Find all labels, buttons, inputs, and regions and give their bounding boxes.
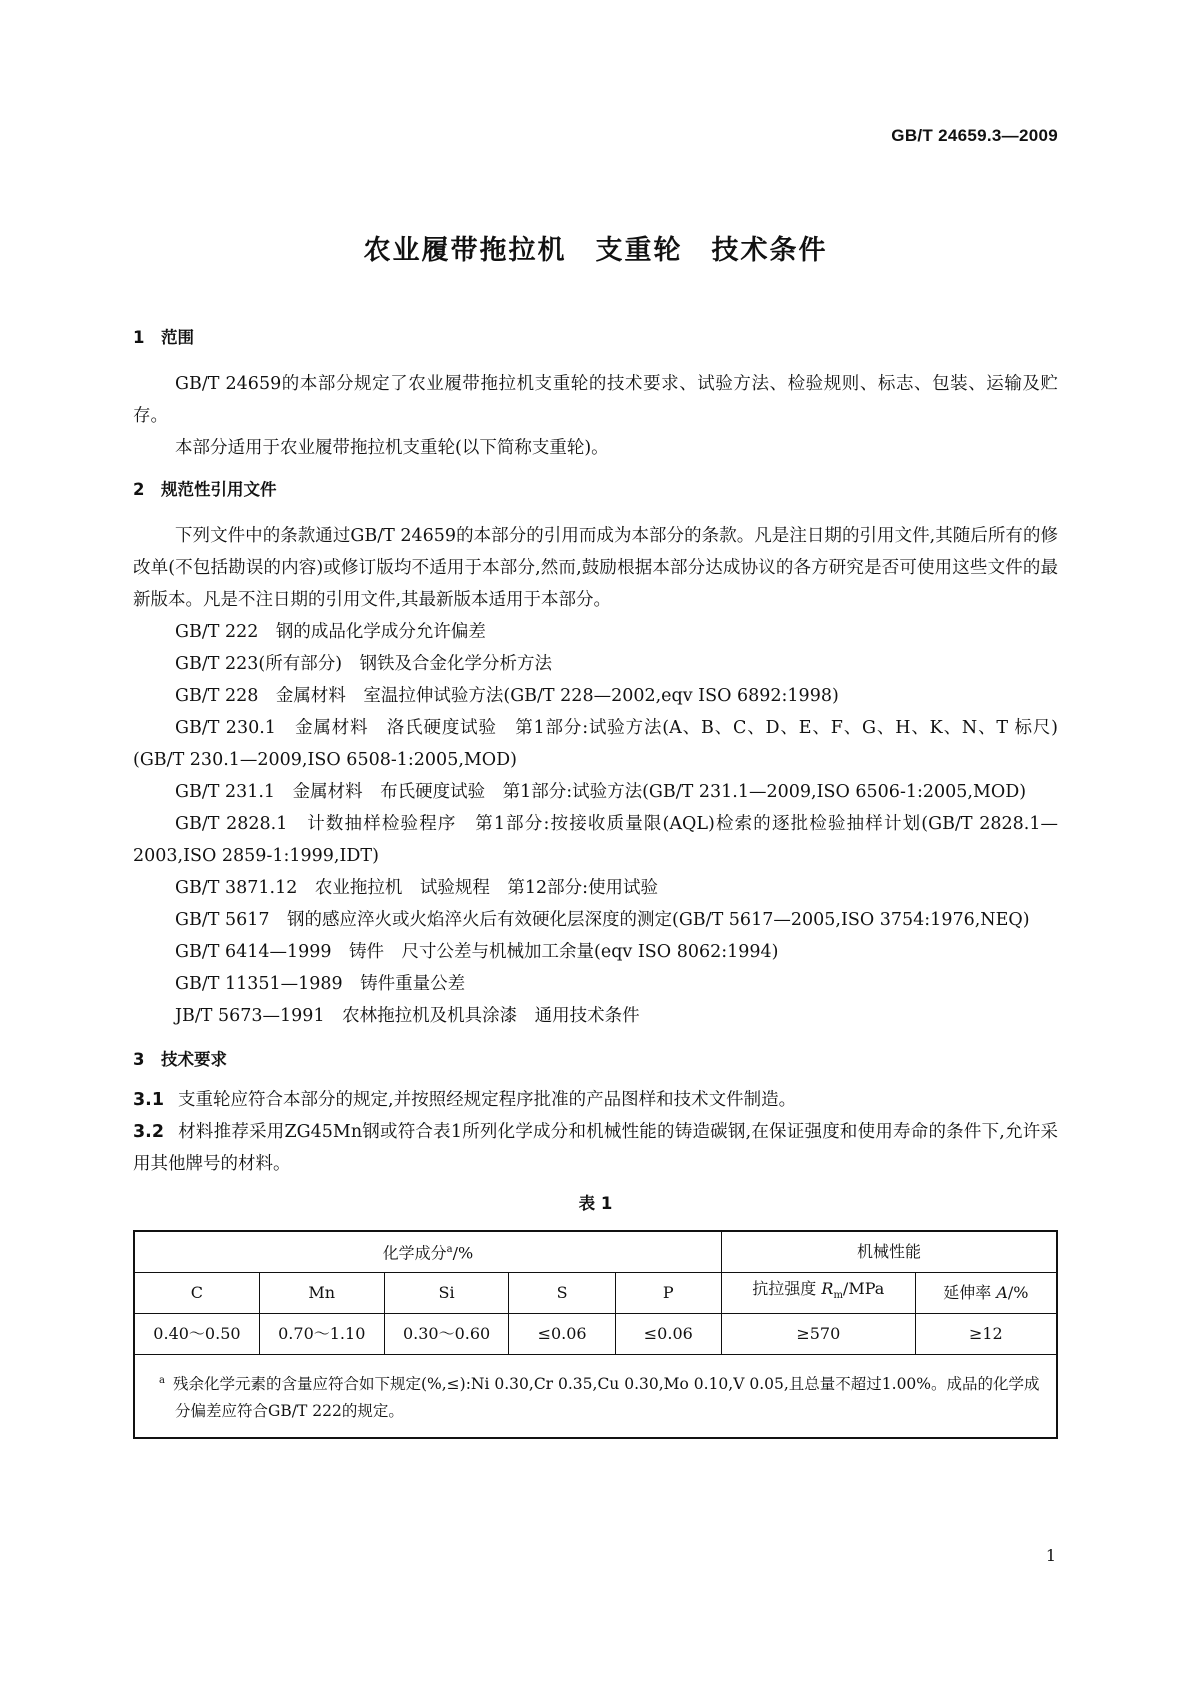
clause-number: 3.1 [133, 1090, 165, 1110]
table-caption: 表 1 [578, 1194, 613, 1213]
clause-3-1 [133, 1084, 1058, 1116]
section-heading-scope: 1 范围 [133, 328, 194, 347]
clause-text: 材料推荐采用ZG45Mn钢或符合表1所列化学成分和机械性能的铸造碳钢,在保证强度和使用寿命的条件下,允许采用其他牌号的材料。 [133, 1122, 1058, 1174]
table-footnote-row [134, 1355, 1057, 1439]
table-subheader-row [134, 1273, 1057, 1314]
paragraph: 下列文件中的条款通过GB/T 24659的本部分的引用而成为本部分的条款。凡是注日期的引用文件,其随后所有的修改单(不包括勘误的内容)或修订版均不适用于本部分,然而,鼓励根据本部分达成协议的各方研究是否可使用这些文件的最新版本。凡是不注日期的引用文件,其最新版本适用于本部分。 [133, 526, 1058, 610]
header-mechanical-properties: 机械性能 [721, 1231, 1057, 1273]
col-header-c: C [134, 1273, 259, 1314]
col-header-tensile-strength: 抗拉强度 $R_m$/MPa [721, 1273, 915, 1314]
col-header-mn: Mn [259, 1273, 384, 1314]
cell-elongation: ≥12 [915, 1314, 1057, 1355]
reference-item: GB/T 230.1 金属材料 洛氏硬度试验 第1部分:试验方法(A、B、C、D、E、F、G、H、K、N、T 标尺)(GB/T 230.1—2009,ISO 6508-1:2005,MOD) [133, 718, 1058, 770]
material-table [133, 1230, 1058, 1439]
reference-item: GB/T 6414—1999 铸件 尺寸公差与机械加工余量(eqv ISO 8062:1994) [175, 942, 779, 962]
cell-c: 0.40～0.50 [134, 1314, 259, 1355]
paragraph: GB/T 24659的本部分规定了农业履带拖拉机支重轮的技术要求、试验方法、检验规则、标志、包装、运输及贮存。 [133, 374, 1058, 426]
table-footnote: $^a$ 残余化学元素的含量应符合如下规定(%,≤):Ni 0.30,Cr 0.35,Cu 0.30,Mo 0.10,V 0.05,且总量不超过1.00%。成品的化学成分偏差应符合GB/T 222的规定。 [134, 1355, 1057, 1439]
reference-item: GB/T 5617 钢的感应淬火或火焰淬火后有效硬化层深度的测定(GB/T 5617—2005,ISO 3754:1976,NEQ) [175, 910, 1030, 930]
reference-item: GB/T 3871.12 农业拖拉机 试验规程 第12部分:使用试验 [175, 878, 659, 898]
col-header-p: P [615, 1273, 721, 1314]
table-row [134, 1314, 1057, 1355]
cell-si: 0.30～0.60 [384, 1314, 509, 1355]
reference-item: GB/T 228 金属材料 室温拉伸试验方法(GB/T 228—2002,eqv ISO 6892:1998) [175, 686, 839, 706]
col-header-elongation: 延伸率 A/% [915, 1273, 1057, 1314]
document-title: 农业履带拖拉机 支重轮 技术条件 [363, 235, 828, 266]
clause-3-2 [133, 1116, 1058, 1180]
section-technical-requirements [133, 1044, 1058, 1180]
col-header-si: Si [384, 1273, 509, 1314]
cell-tensile-strength: ≥570 [721, 1314, 915, 1355]
footnote-marker: a [446, 1244, 453, 1256]
clause-text: 支重轮应符合本部分的规定,并按照经规定程序批准的产品图样和技术文件制造。 [178, 1090, 797, 1110]
header-chemical-composition: 化学成分$^a$/% [134, 1231, 721, 1273]
paragraph: 本部分适用于农业履带拖拉机支重轮(以下简称支重轮)。 [175, 438, 609, 458]
table-header-row [134, 1231, 1057, 1273]
reference-item: JB/T 5673—1991 农林拖拉机及机具涂漆 通用技术条件 [175, 1006, 640, 1026]
cell-s: ≤0.06 [509, 1314, 615, 1355]
section-heading-technical-requirements: 3 技术要求 [133, 1050, 227, 1069]
reference-item: GB/T 222 钢的成品化学成分允许偏差 [175, 622, 486, 642]
reference-item: GB/T 231.1 金属材料 布氏硬度试验 第1部分:试验方法(GB/T 231.1—2009,ISO 6506-1:2005,MOD) [175, 782, 1027, 802]
reference-item: GB/T 2828.1 计数抽样检验程序 第1部分:按接收质量限(AQL)检索的逐批检验抽样计划(GB/T 2828.1—2003,ISO 2859-1:1999,IDT) [133, 814, 1058, 866]
cell-mn: 0.70～1.10 [259, 1314, 384, 1355]
document-body [133, 322, 1058, 1439]
reference-item: GB/T 11351—1989 铸件重量公差 [175, 974, 466, 994]
footnote-marker: a [159, 1375, 165, 1386]
col-header-s: S [509, 1273, 615, 1314]
standard-code: GB/T 24659.3—2009 [891, 126, 1058, 145]
section-normative-references [133, 474, 1058, 1032]
reference-item: GB/T 223(所有部分) 钢铁及合金化学分析方法 [175, 654, 553, 674]
cell-p: ≤0.06 [615, 1314, 721, 1355]
clause-number: 3.2 [133, 1122, 165, 1142]
section-heading-references: 2 规范性引用文件 [133, 480, 277, 499]
section-scope [133, 322, 1058, 464]
page-number: 1 [1045, 1546, 1056, 1565]
